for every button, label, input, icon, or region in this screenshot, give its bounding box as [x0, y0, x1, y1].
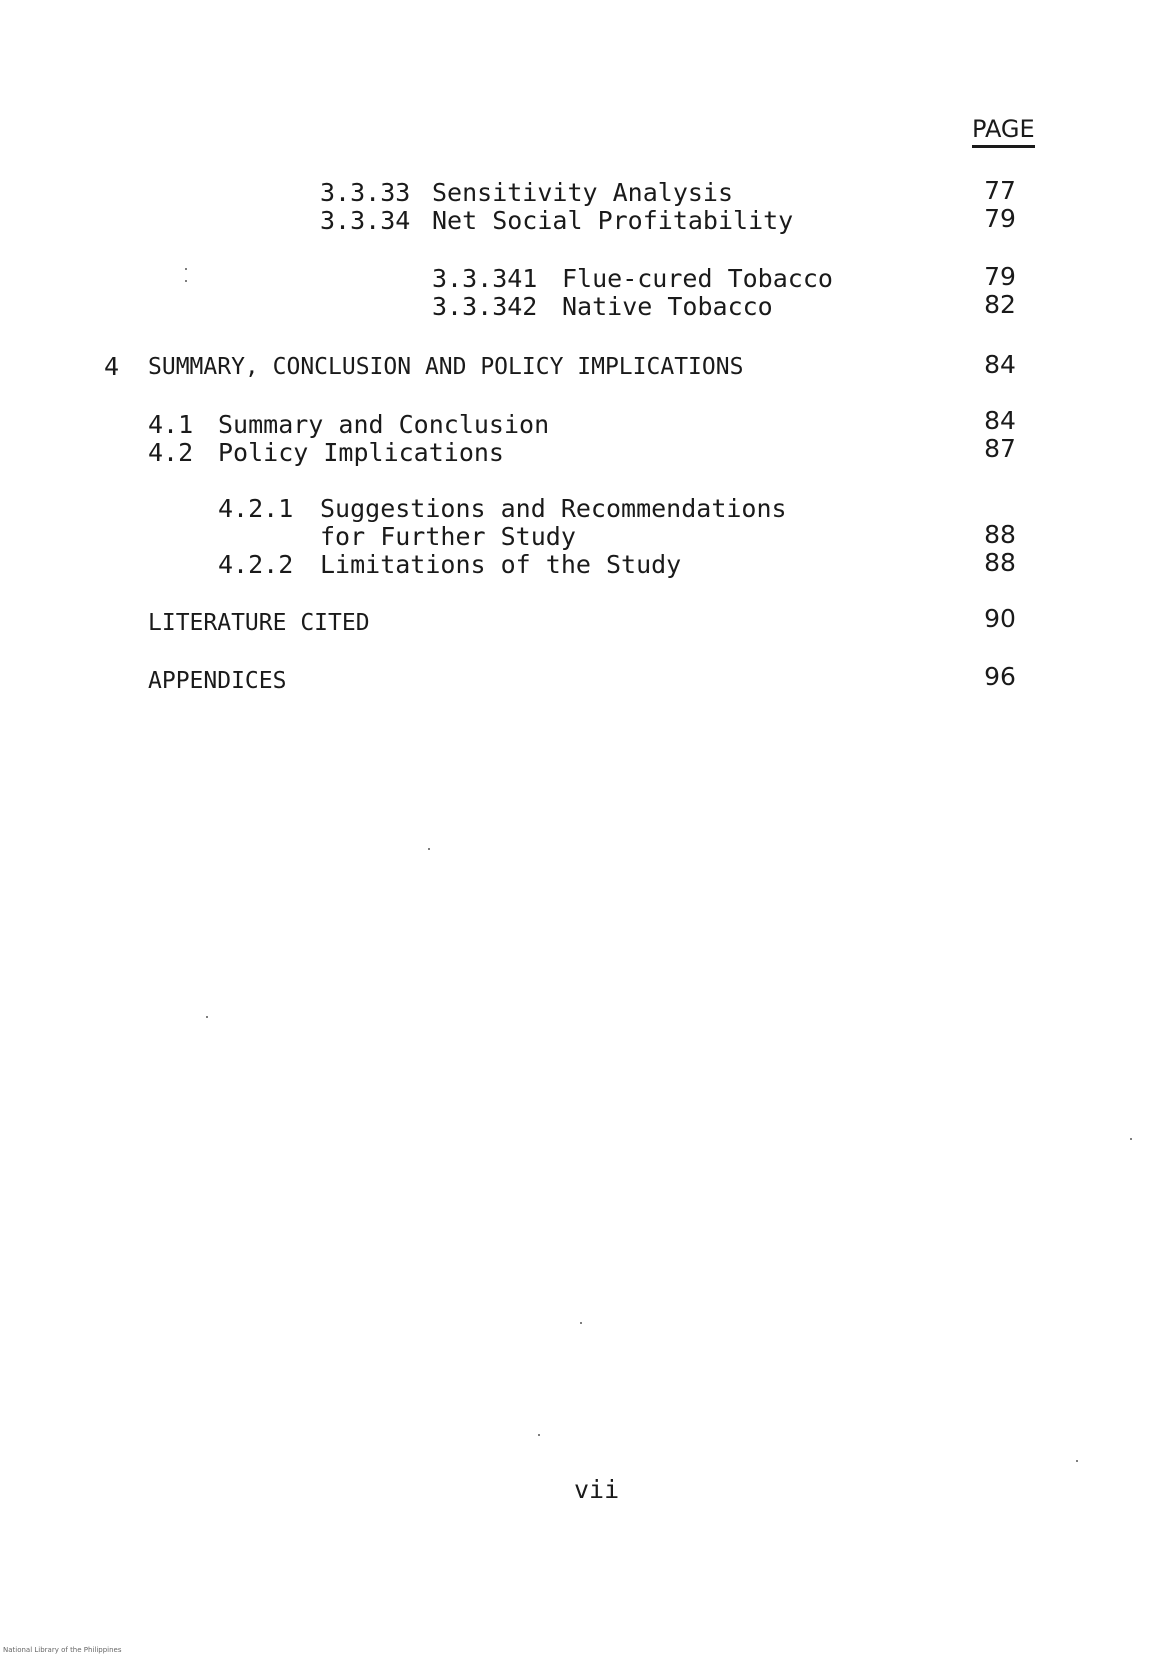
entry-title: APPENDICES	[148, 668, 287, 694]
entry-page: 90	[984, 604, 1016, 633]
scan-speck	[580, 1322, 582, 1324]
entry-number: 4.2.2	[218, 550, 294, 579]
entry-number: 3.3.342	[432, 292, 538, 321]
entry-number: 3.3.341	[432, 264, 538, 293]
entry-title: Net Social Profitability	[432, 206, 794, 235]
entry-page: 77	[984, 176, 1016, 205]
entry-title: Native Tobacco	[562, 292, 773, 321]
entry-title: SUMMARY, CONCLUSION AND POLICY IMPLICATIONS	[148, 354, 744, 380]
entry-number: 3.3.34	[320, 206, 411, 235]
entry-number: 4.2.1	[218, 494, 294, 523]
scan-speck	[185, 268, 187, 270]
scan-speck	[428, 848, 430, 850]
scan-speck	[538, 1434, 540, 1436]
scan-speck	[1130, 1138, 1132, 1140]
scan-speck	[1076, 1460, 1078, 1462]
entry-title-line2: for Further Study	[320, 522, 576, 551]
entry-page: 79	[984, 204, 1016, 233]
scan-speck	[185, 280, 187, 282]
page-number: vii	[574, 1475, 620, 1504]
page-header: PAGE	[972, 114, 1035, 148]
entry-number: 3.3.33	[320, 178, 411, 207]
entry-page: 87	[984, 434, 1016, 463]
entry-page: 82	[984, 290, 1016, 319]
scan-speck	[206, 1016, 208, 1018]
entry-title: Flue-cured Tobacco	[562, 264, 833, 293]
entry-title: Sensitivity Analysis	[432, 178, 734, 207]
entry-title: LITERATURE CITED	[148, 610, 370, 636]
entry-page: 79	[984, 262, 1016, 291]
entry-page: 88	[984, 520, 1016, 549]
entry-number: 4.1	[148, 410, 194, 439]
entry-number: 4.2	[148, 438, 194, 467]
entry-title: Summary and Conclusion	[218, 410, 550, 439]
entry-title: Limitations of the Study	[320, 550, 682, 579]
entry-page: 96	[984, 662, 1016, 691]
entry-number: 4	[104, 352, 120, 381]
entry-title: Suggestions and Recommendations	[320, 494, 787, 523]
entry-page: 84	[984, 350, 1016, 379]
scan-footer-text: National Library of the Philippines	[3, 1646, 122, 1654]
entry-title: Policy Implications	[218, 438, 504, 467]
entry-page: 84	[984, 406, 1016, 435]
entry-page: 88	[984, 548, 1016, 577]
